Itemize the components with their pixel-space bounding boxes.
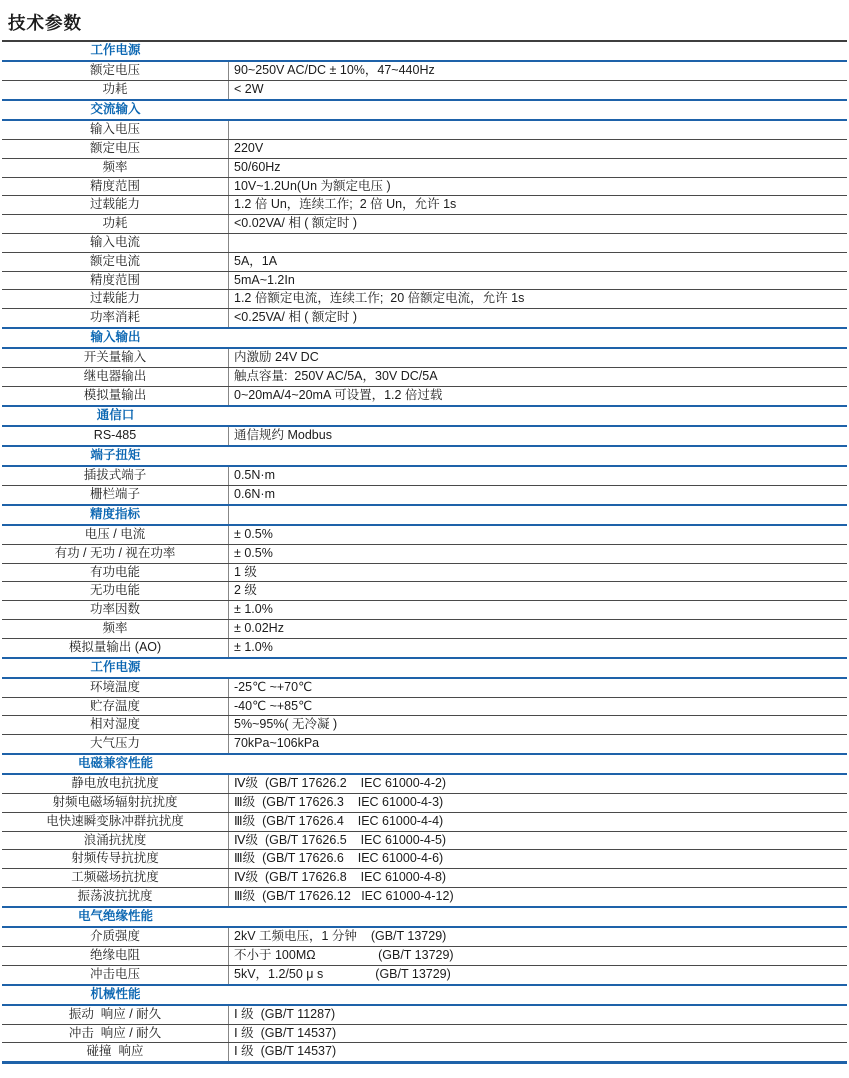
- table-row: [2, 545, 847, 564]
- row-value: 50/60Hz: [234, 159, 281, 174]
- section-header: [2, 908, 847, 928]
- row-label: RS-485: [2, 427, 229, 445]
- row-value: 不小于 100MΩ (GB/T 13729): [234, 947, 454, 962]
- row-label: 振荡波抗扰度: [2, 888, 229, 906]
- page-title: 技术参数: [8, 13, 82, 33]
- row-label: 功率消耗: [2, 309, 229, 327]
- row-value: ± 1.0%: [234, 602, 273, 617]
- table-row: [2, 928, 847, 947]
- row-label: 额定电压: [2, 140, 229, 158]
- section-title: 交流输入: [90, 101, 141, 116]
- row-label: 功耗: [2, 81, 229, 99]
- section-title: 通信口: [96, 407, 135, 422]
- section-header: [2, 329, 847, 349]
- row-label: 频率: [2, 620, 229, 638]
- spec-section: [2, 327, 847, 405]
- row-value: Ⅳ级 (GB/T 17626.2 IEC 61000-4-2): [234, 776, 447, 791]
- row-value: < 2W: [234, 82, 264, 97]
- row-label: 输入电流: [2, 234, 229, 252]
- table-row: [2, 582, 847, 601]
- row-label: 贮存温度: [2, 698, 229, 716]
- table-row: [2, 735, 847, 753]
- spec-section: [2, 42, 847, 99]
- table-row: [2, 196, 847, 215]
- table-row: [2, 140, 847, 159]
- section-header: [2, 506, 847, 526]
- table-row: [2, 850, 847, 869]
- row-value: 220V: [234, 140, 264, 155]
- spec-section: [2, 906, 847, 984]
- spec-section: [2, 445, 847, 504]
- table-row: [2, 290, 847, 309]
- table-row: [2, 1043, 847, 1061]
- table-row: [2, 1006, 847, 1025]
- row-value: Ⅰ 级 (GB/T 11287): [234, 1006, 336, 1021]
- title-bar: [0, 0, 849, 40]
- table-row: [2, 794, 847, 813]
- row-label: 栅栏端子: [2, 486, 229, 504]
- row-value: ± 0.02Hz: [234, 620, 284, 635]
- row-value: -25℃ ~+70℃: [234, 679, 313, 694]
- table-row: [2, 62, 847, 81]
- table-row: [2, 427, 847, 445]
- row-value: <0.02VA/ 相 ( 额定时 ): [234, 216, 358, 231]
- row-label: 浪涌抗扰度: [2, 832, 229, 850]
- row-value: Ⅲ级 (GB/T 17626.3 IEC 61000-4-3): [234, 795, 444, 810]
- row-label: 功率因数: [2, 601, 229, 619]
- row-label: 碰撞 响应: [2, 1043, 229, 1061]
- table-row: [2, 698, 847, 717]
- row-value: Ⅲ级 (GB/T 17626.4 IEC 61000-4-4): [234, 813, 444, 828]
- table-row: [2, 467, 847, 486]
- row-value: ± 0.5%: [234, 545, 273, 560]
- table-row: [2, 564, 847, 583]
- row-label: 输入电压: [2, 121, 229, 139]
- table-row: [2, 368, 847, 387]
- row-label: 额定电压: [2, 62, 229, 80]
- table-row: [2, 387, 847, 405]
- row-label: 绝缘电阻: [2, 947, 229, 965]
- row-value: 70kPa~106kPa: [234, 736, 320, 751]
- table-row: [2, 309, 847, 327]
- row-value: Ⅲ级 (GB/T 17626.12 IEC 61000-4-12): [234, 889, 454, 904]
- table-row: [2, 215, 847, 234]
- row-value: 1.2 倍额定电流，连续工作; 20 倍额定电流，允许 1s: [234, 291, 525, 306]
- row-value: Ⅰ 级 (GB/T 14537): [234, 1044, 337, 1059]
- section-header: [2, 447, 847, 467]
- row-value: Ⅲ级 (GB/T 17626.6 IEC 61000-4-6): [234, 851, 444, 866]
- row-value: [229, 234, 847, 252]
- spec-section: [2, 405, 847, 445]
- row-label: 相对湿度: [2, 716, 229, 734]
- row-value: 2kV 工频电压，1 分钟 (GB/T 13729): [234, 929, 447, 944]
- row-label: 有功电能: [2, 564, 229, 582]
- section-title: 电气绝缘性能: [77, 908, 153, 923]
- table-row: [2, 869, 847, 888]
- row-label: 环境温度: [2, 679, 229, 697]
- row-label: 过载能力: [2, 196, 229, 214]
- spec-section: [2, 753, 847, 906]
- row-label: 额定电流: [2, 253, 229, 271]
- table-row: [2, 234, 847, 253]
- row-label: 冲击电压: [2, 966, 229, 984]
- section-title: 工作电源: [90, 659, 141, 674]
- row-value: Ⅳ级 (GB/T 17626.8 IEC 61000-4-8): [234, 870, 447, 885]
- section-title: 工作电源: [90, 43, 141, 57]
- spec-section: [2, 504, 847, 657]
- row-label: 射频传导抗扰度: [2, 850, 229, 868]
- row-label: 工频磁场抗扰度: [2, 869, 229, 887]
- table-row: [2, 486, 847, 504]
- section-header: [2, 101, 847, 121]
- section-header: [2, 659, 847, 679]
- table-row: [2, 1025, 847, 1044]
- row-label: 静电放电抗扰度: [2, 775, 229, 793]
- row-value: 1 级: [234, 564, 257, 579]
- row-value: 0~20mA/4~20mA 可设置，1.2 倍过载: [234, 387, 443, 402]
- section-title: 机械性能: [90, 986, 141, 1001]
- section-header: [2, 42, 847, 62]
- row-value: 通信规约 Modbus: [234, 427, 332, 442]
- row-value: Ⅳ级 (GB/T 17626.5 IEC 61000-4-5): [234, 832, 447, 847]
- row-value: ± 0.5%: [234, 526, 273, 541]
- row-value: [229, 121, 847, 139]
- row-value: 0.6N·m: [234, 486, 275, 501]
- table-row: [2, 81, 847, 99]
- row-label: 开关量输入: [2, 349, 229, 367]
- row-label: 电快速瞬变脉冲群抗扰度: [2, 813, 229, 831]
- table-row: [2, 349, 847, 368]
- section-title: 电磁兼容性能: [77, 755, 153, 770]
- row-value: ± 1.0%: [234, 639, 273, 654]
- row-label: 频率: [2, 159, 229, 177]
- row-label: 振动 响应 / 耐久: [2, 1006, 229, 1024]
- row-value: -40℃ ~+85℃: [234, 698, 313, 713]
- section-title: 端子扭矩: [90, 447, 141, 462]
- row-label: 过载能力: [2, 290, 229, 308]
- spec-table: [2, 40, 847, 1064]
- row-value: 1.2 倍 Un，连续工作; 2 倍 Un，允许 1s: [234, 197, 457, 212]
- row-label: 大气压力: [2, 735, 229, 753]
- table-row: [2, 272, 847, 291]
- row-value: 5mA~1.2In: [234, 272, 295, 287]
- table-row: [2, 966, 847, 984]
- row-label: 介质强度: [2, 928, 229, 946]
- table-row: [2, 121, 847, 140]
- row-value: 5%~95%( 无冷凝 ): [234, 717, 338, 732]
- row-label: 电压 / 电流: [2, 526, 229, 544]
- spec-section: [2, 99, 847, 327]
- row-label: 无功电能: [2, 582, 229, 600]
- row-label: 精度范围: [2, 272, 229, 290]
- table-row: [2, 253, 847, 272]
- table-row: [2, 716, 847, 735]
- row-label: 冲击 响应 / 耐久: [2, 1025, 229, 1043]
- table-row: [2, 620, 847, 639]
- row-label: 模拟量输出 (AO): [2, 639, 229, 657]
- table-row: [2, 947, 847, 966]
- row-label: 继电器输出: [2, 368, 229, 386]
- spec-section: [2, 657, 847, 753]
- row-label: 插拔式端子: [2, 467, 229, 485]
- section-title: 输入输出: [90, 329, 141, 344]
- table-row: [2, 639, 847, 657]
- table-row: [2, 178, 847, 197]
- table-row: [2, 601, 847, 620]
- row-value: 2 级: [234, 583, 257, 598]
- table-row: [2, 679, 847, 698]
- row-label: 功耗: [2, 215, 229, 233]
- table-row: [2, 526, 847, 545]
- row-label: 精度范围: [2, 178, 229, 196]
- row-value: 5kV，1.2/50 μ s (GB/T 13729): [234, 966, 451, 981]
- row-value: 内激励 24V DC: [234, 350, 319, 365]
- row-value: <0.25VA/ 相 ( 额定时 ): [234, 310, 358, 325]
- table-row: [2, 775, 847, 794]
- row-value: 触点容量: 250V AC/5A，30V DC/5A: [234, 369, 438, 384]
- table-row: [2, 832, 847, 851]
- section-header: [2, 986, 847, 1006]
- table-row: [2, 159, 847, 178]
- table-row: [2, 888, 847, 906]
- row-label: 有功 / 无功 / 视在功率: [2, 545, 229, 563]
- row-value: 10V~1.2Un(Un 为额定电压 ): [234, 178, 391, 193]
- section-header: [2, 755, 847, 775]
- table-row: [2, 813, 847, 832]
- row-label: 模拟量输出: [2, 387, 229, 405]
- row-value: 90~250V AC/DC ± 10%，47~440Hz: [234, 63, 435, 78]
- row-label: 射频电磁场辐射抗扰度: [2, 794, 229, 812]
- row-value: 5A，1A: [234, 253, 278, 268]
- row-value: 0.5N·m: [234, 468, 275, 483]
- section-title: 精度指标: [2, 506, 229, 524]
- spec-section: [2, 984, 847, 1062]
- section-header: [2, 407, 847, 427]
- row-value: Ⅰ 级 (GB/T 14537): [234, 1025, 337, 1040]
